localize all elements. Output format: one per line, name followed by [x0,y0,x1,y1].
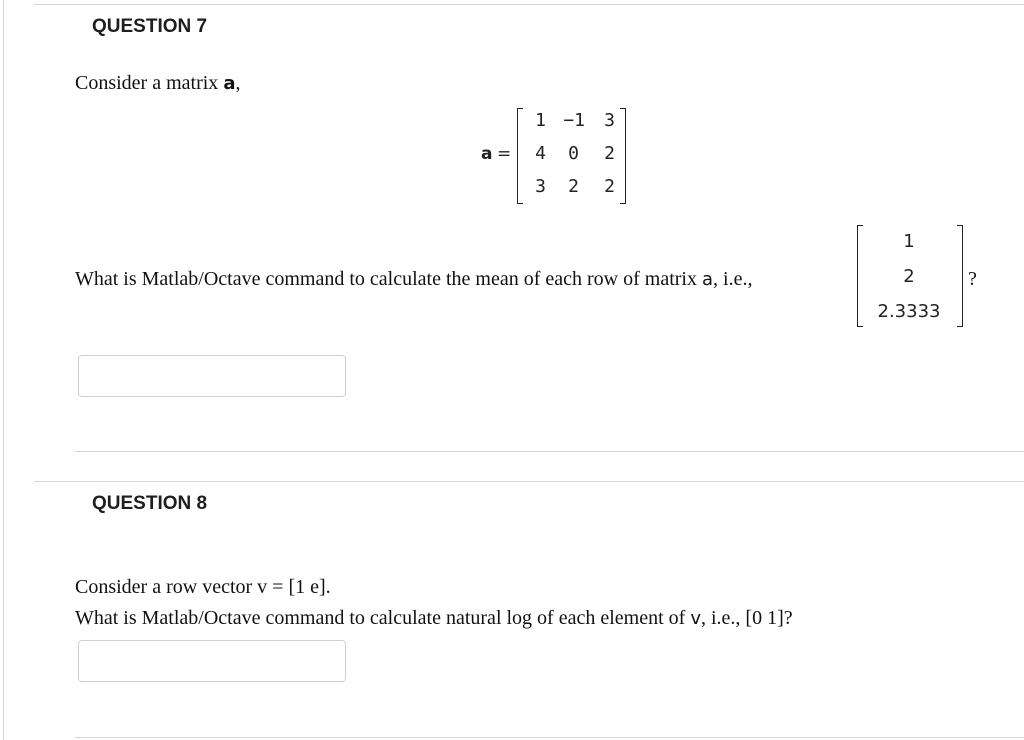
line-2-suffix: , i.e., [0 1]? [700,607,793,629]
question-8-top-divider [34,481,1024,482]
question-7-prompt [75,268,752,291]
line-2-text: What is Matlab/Octave command to calculate natural log of each element of [75,607,691,629]
question-8-heading: QUESTION 8 [92,493,208,514]
matrix-cell: 2 [604,143,615,164]
matrix-cell: 2 [568,176,579,197]
prompt-suffix: , i.e., [713,268,753,290]
intro-suffix: , [235,72,241,94]
vector-right-bracket [957,225,963,327]
matrix-cell: 3 [604,110,615,131]
matrix-cell: 1 [535,110,546,131]
matrix-right-bracket [620,108,626,204]
matrix-label: a [481,144,493,164]
question-8-answer-input[interactable] [78,640,346,682]
vector-cell: 2.3333 [877,301,941,322]
line-1-expression: v = [1 e]. [257,576,331,598]
matrix-cell: 2 [604,176,615,197]
prompt-text: What is Matlab/Octave command to calculate the mean of each row of matrix [75,268,702,290]
matrix-cell: 0 [568,143,579,164]
matrix-left-bracket [517,108,523,204]
intro-text: Consider a matrix [75,72,224,94]
question-8-line-2 [75,607,793,630]
matrix-equals-sign: = [497,144,512,164]
question-7-heading: QUESTION 7 [92,16,208,37]
top-divider [34,4,1024,5]
vector-cell: 2 [903,266,915,287]
question-8-bottom-divider [75,737,1024,738]
matrix-cell: 3 [535,176,546,197]
left-border [3,0,4,740]
vector-cell: 1 [903,231,915,252]
question-7-bottom-divider [75,451,1024,452]
line-2-variable: v [690,608,701,629]
intro-variable: a [223,73,236,94]
vector-question-mark: ? [968,268,977,290]
question-7-answer-input[interactable] [78,355,346,397]
vector-left-bracket [857,225,863,327]
matrix-cell: 4 [535,143,546,164]
prompt-variable: a [701,269,714,290]
line-1-text: Consider a row vector [75,576,258,598]
question-8-line-1 [75,576,331,599]
question-7-intro [75,72,240,95]
matrix-cell: −1 [563,110,585,131]
